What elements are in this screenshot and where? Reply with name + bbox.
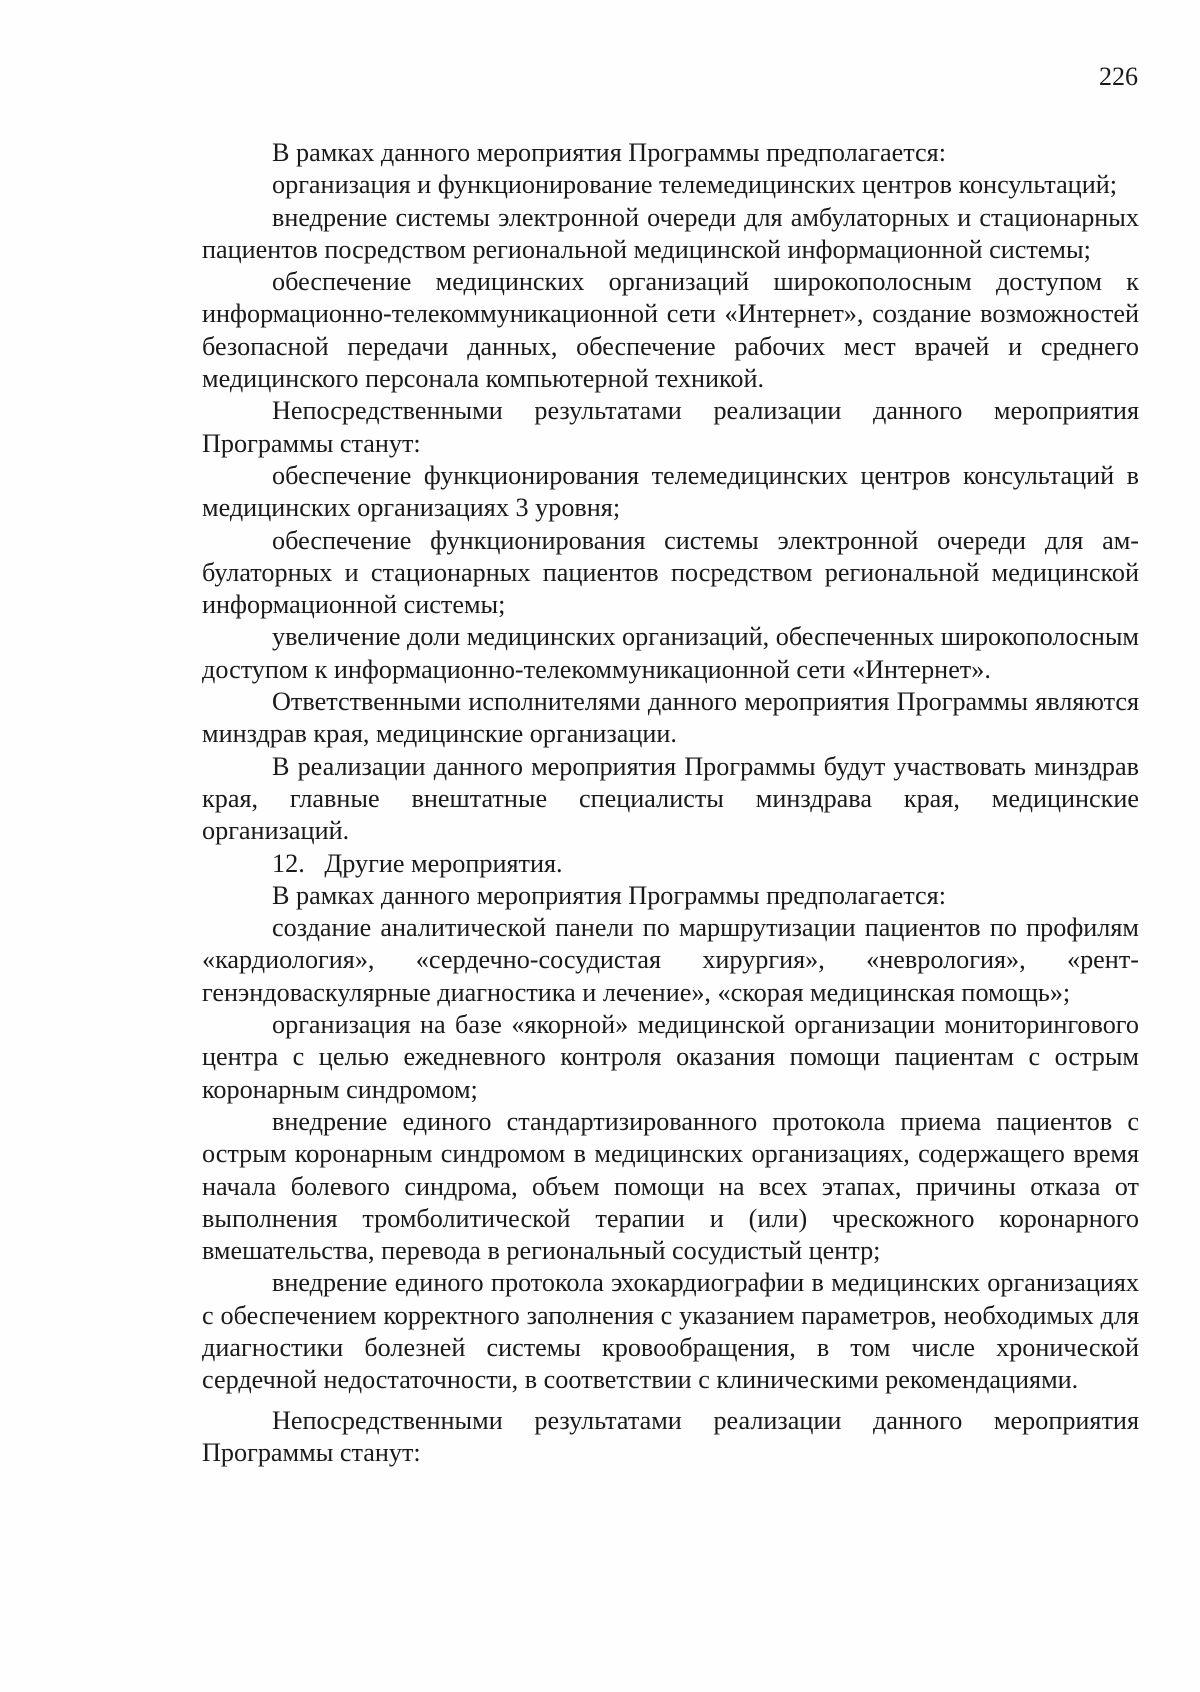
paragraph: В рамках данного мероприятия Программы предполагается: [272, 138, 946, 167]
paragraph: организация и функционирование телемедицинских центров консультаций; [272, 170, 1118, 200]
document-body [202, 137, 1139, 1469]
section-heading: 12. Другие мероприятия. [272, 848, 563, 878]
paragraph: внедрение системы электронной очереди для амбулаторных и стационарных пациентов посредством региональной медицинской информационной системы; [202, 202, 1139, 264]
paragraph: внедрение единого протокола эхокардиографии в медицинских организациях с обеспечением корректного заполнения с указанием параметров, необходимых для диагностики болезней системы кровообращения, в том числе хронической сердечной недостаточности, в соответствии с клиническими рекомендациями. [202, 1268, 1139, 1395]
paragraph: обеспечение функционирования системы электронной очереди для амбулаторных и стационарных пациентов посредством региональной медицинской информационной системы; [202, 525, 1139, 620]
paragraph: организация на базе «якорной» медицинской организации мониторингового центра с целью ежедневного контроля оказания помощи пациентам с острым коронарным синдромом; [202, 1010, 1139, 1104]
paragraph: увеличение доли медицинских организаций, обеспеченных широкополосным доступом к информационно-телекоммуникационной сети «Интернет». [202, 622, 1139, 684]
paragraph: В реализации данного мероприятия Программы будут участвовать минздрав края, главные внештатные специалисты минздрава края, медицинские организаций. [202, 751, 1139, 846]
paragraph: Непосредственными результатами реализации данного мероприятия Программы станут: [202, 1405, 1139, 1467]
paragraph: обеспечение медицинских организаций широкополосным доступом к информационно-телекоммуникационной сети «Интернет», создание возможностей безопасной передачи данных, обеспечение рабочих мест врачей и среднего медицинского персонала компьютерной техникой. [202, 267, 1139, 394]
paragraph: Ответственными исполнителями данного мероприятия Программы являются минздрав края, медицинские организации. [202, 687, 1139, 749]
page-number: 226 [1099, 62, 1138, 91]
paragraph: Непосредственными результатами реализации данного мероприятия Программы станут: [202, 396, 1139, 458]
paragraph: внедрение единого стандартизированного протокола приема пациентов с острым коронарным синдромом в медицинских организациях, содержащего время начала болевого синдрома, объем помощи на всех этапах, причины отказа от выполнения тромболитической терапии и (или) чрескожного коронарного вмешательства, перевода в региональный сосудистый центр; [202, 1106, 1139, 1266]
paragraph: создание аналитической панели по маршрутизации пациентов по профилям «кардиология», «сердечно-сосудистая хирургия», «неврология», «рентгенэндоваскулярные диагностика и лечение», «скорая медицинская помощь»; [202, 913, 1139, 1007]
paragraph: В рамках данного мероприятия Программы предполагается: [272, 880, 946, 910]
paragraph: обеспечение функционирования телемедицинских центров консультаций в медицинских организациях 3 уровня; [202, 460, 1139, 523]
